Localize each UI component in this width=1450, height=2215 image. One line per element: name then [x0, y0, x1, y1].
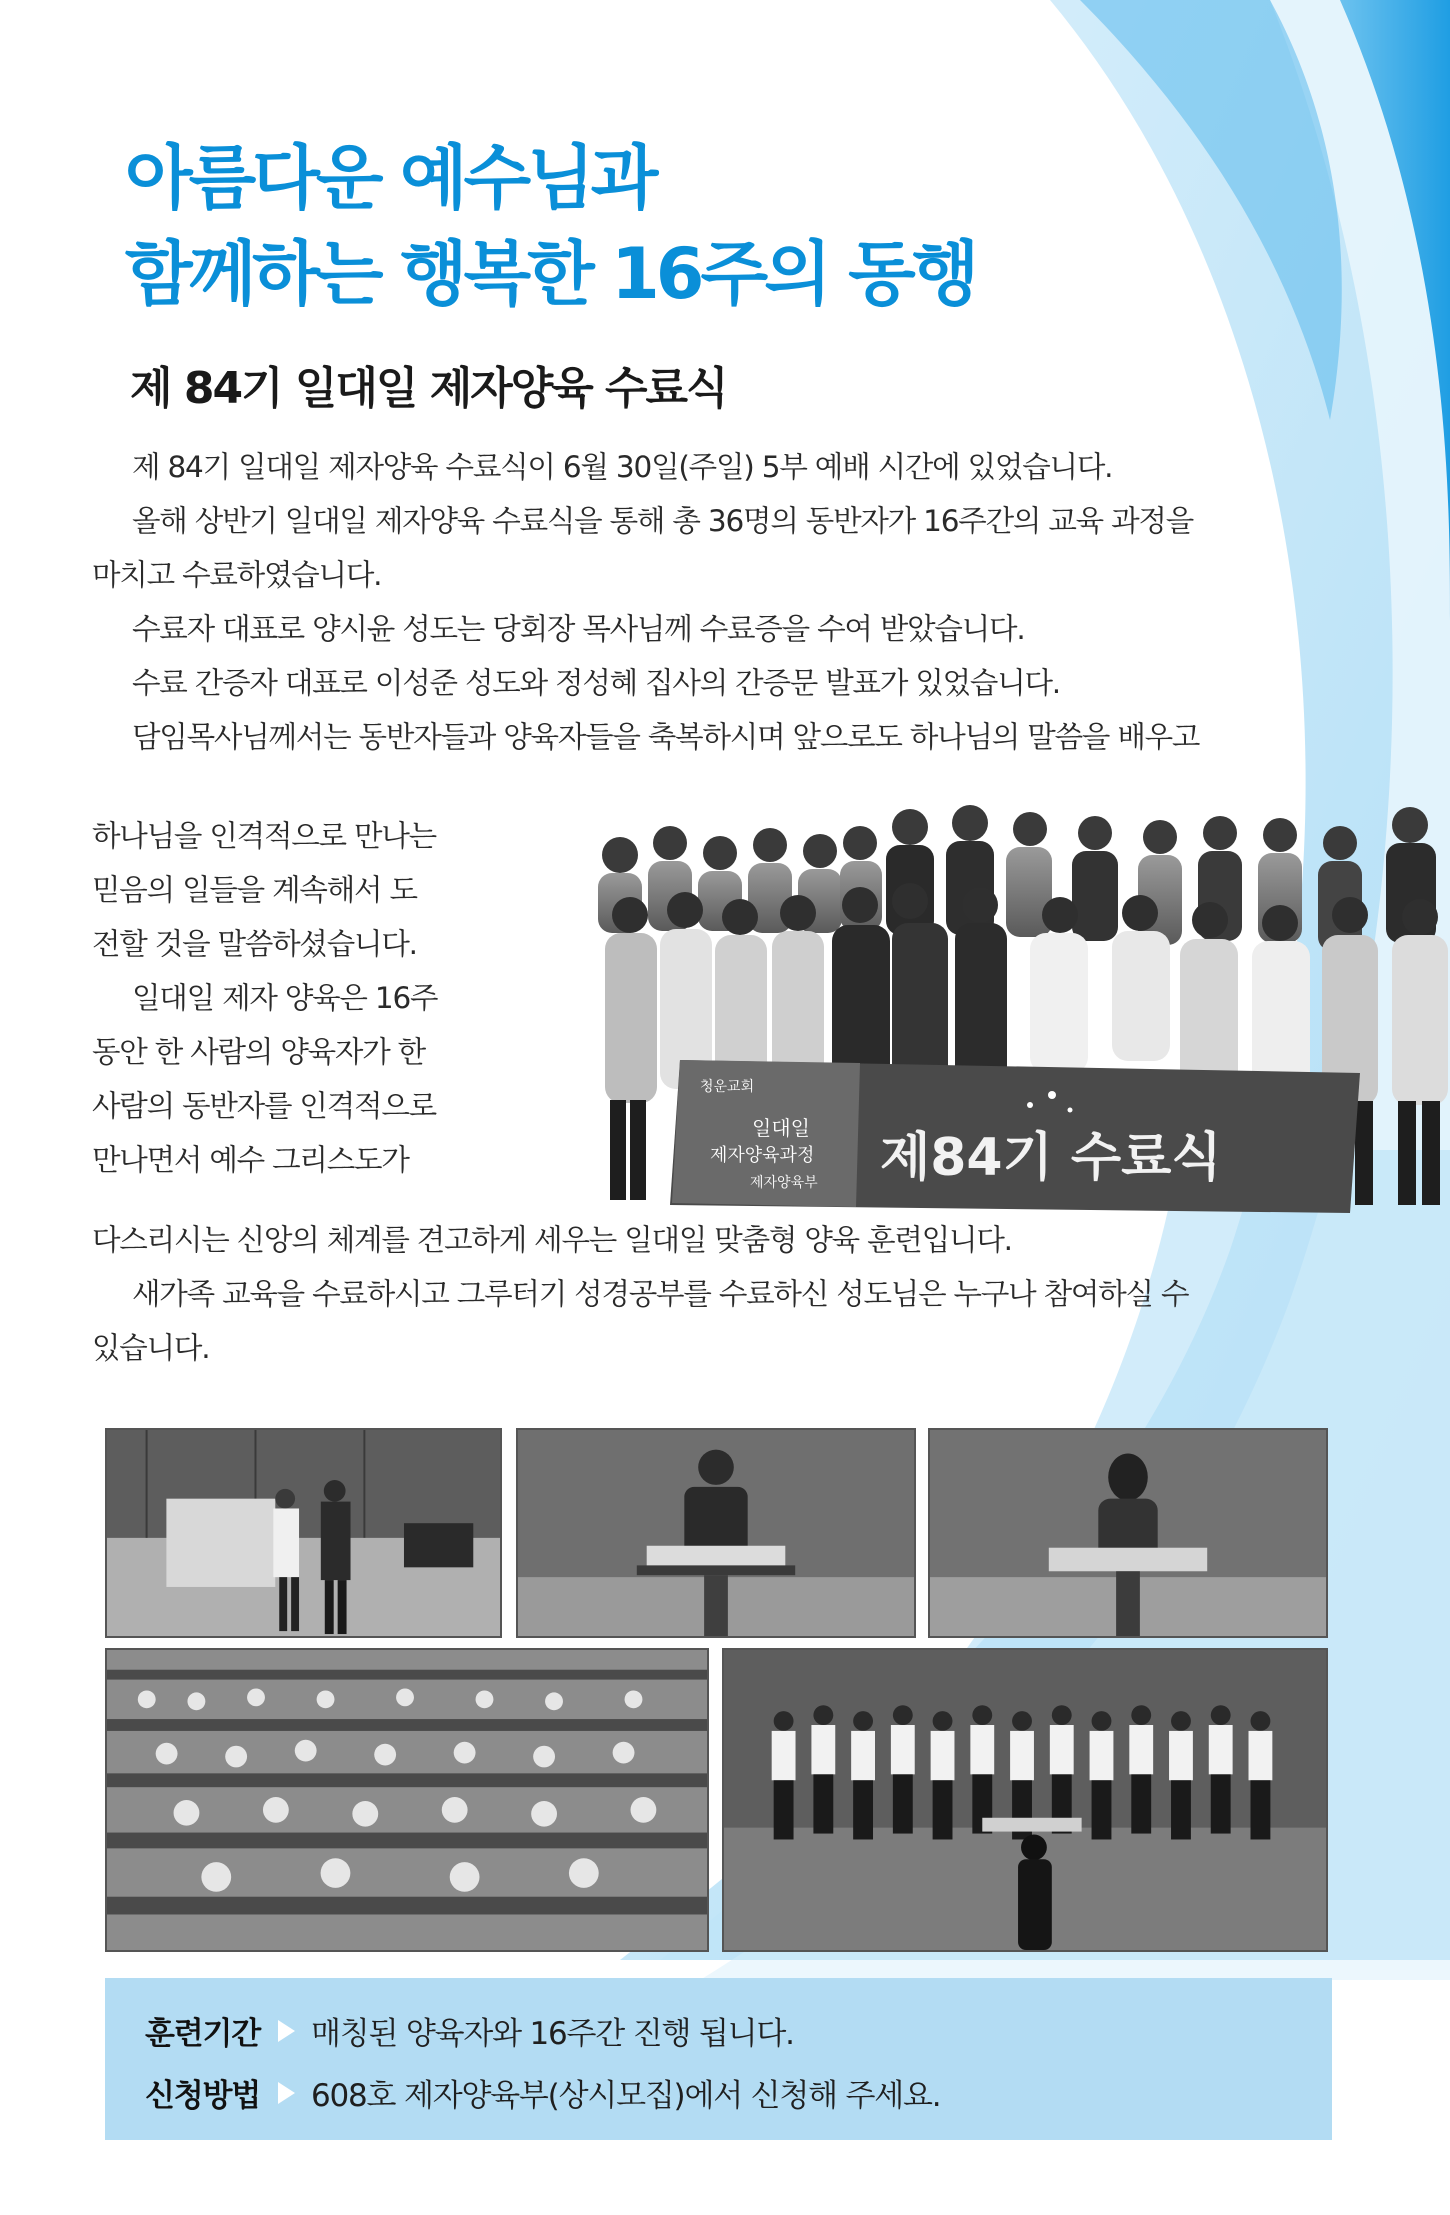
- banner-church-name: 청운교회: [700, 1079, 755, 1095]
- paragraph-block-bottom: [92, 1213, 1342, 1375]
- photo-testimony-speaker-2: [928, 1428, 1328, 1638]
- info-row-application-method: [145, 2070, 940, 2115]
- banner-title: 제84기 수료식: [880, 1128, 1222, 1188]
- paragraph-2-line-2: 마치고 수료하였습니다.: [92, 558, 382, 592]
- application-method-label: 신청방법: [145, 2078, 260, 2114]
- testimony-speaker-1-image: [518, 1430, 914, 1636]
- paragraph-4: 수료 간증자 대표로 이성준 성도와 정성혜 집사의 간증문 발표가 있었습니다.: [132, 666, 1060, 700]
- paragraph-6-line-1: 일대일 제자 양육은 16주: [132, 981, 438, 1015]
- photo-choir: [722, 1648, 1328, 1952]
- paragraph-2-line-1: 올해 상반기 일대일 제자양육 수료식을 통해 총 36명의 동반자가 16주간의 교육 과정을: [132, 504, 1194, 538]
- photo-certificate-presentation: [105, 1428, 502, 1638]
- article-title: [125, 130, 975, 322]
- paragraph-5-line-2: 하나님을 인격적으로 만나는: [92, 819, 436, 853]
- paragraph-7-line-2: 있습니다.: [92, 1331, 210, 1365]
- paragraph-block-narrow: [92, 809, 517, 1187]
- banner-department: 제자양육부: [750, 1175, 818, 1191]
- paragraph-6-line-2: 동안 한 사람의 양육자가 한: [92, 1035, 425, 1069]
- application-method-text: 608호 제자양육부(상시모집)에서 신청해 주세요.: [310, 2078, 941, 2114]
- congregation-image: [107, 1650, 707, 1950]
- paragraph-6-line-4: 만나면서 예수 그리스도가: [92, 1143, 409, 1177]
- photo-congregation: [105, 1648, 709, 1952]
- banner-course-line-2: 제자양육과정: [710, 1145, 815, 1166]
- info-row-training-period: [145, 2008, 794, 2053]
- group-photo-figure: [560, 805, 1450, 1215]
- paragraph-block-top: [92, 440, 1342, 764]
- arrow-right-icon: [278, 2082, 295, 2104]
- arrow-right-icon: [278, 2020, 295, 2042]
- paragraph-6-line-3: 사람의 동반자를 인격적으로: [92, 1089, 436, 1123]
- title-line-1: 아름다운 예수님과: [125, 137, 655, 219]
- group-photo: [560, 805, 1450, 1215]
- banner-course-line-1: 일대일: [752, 1116, 810, 1140]
- training-period-text: 매칭된 양육자와 16주간 진행 됩니다.: [310, 2016, 794, 2052]
- training-period-label: 훈련기간: [145, 2016, 260, 2052]
- choir-image: [724, 1650, 1326, 1950]
- certificate-presentation-image: [107, 1430, 500, 1636]
- paragraph-5-line-4: 전할 것을 말씀하셨습니다.: [92, 927, 417, 961]
- paragraph-6-line-5: 다스리시는 신앙의 체계를 견고하게 세우는 일대일 맞춤형 양육 훈련입니다.: [92, 1223, 1012, 1257]
- paragraph-7-line-1: 새가족 교육을 수료하시고 그루터기 성경공부를 수료하신 성도님은 누구나 참여하실 수: [132, 1277, 1189, 1311]
- paragraph-1: 제 84기 일대일 제자양육 수료식이 6월 30일(주일) 5부 예배 시간에 있었습니다.: [132, 450, 1113, 484]
- photo-testimony-speaker-1: [516, 1428, 916, 1638]
- article-subtitle: 제 84기 일대일 제자양육 수료식: [130, 363, 727, 414]
- paragraph-5-line-1: 담임목사님께서는 동반자들과 양육자들을 축복하시며 앞으로도 하나님의 말씀을 배우고: [132, 720, 1200, 754]
- paragraph-3: 수료자 대표로 양시윤 성도는 당회장 목사님께 수료증을 수여 받았습니다.: [132, 612, 1025, 646]
- title-line-2: 함께하는 행복한 16주의 동행: [125, 233, 976, 315]
- info-box: [105, 1978, 1332, 2140]
- graduation-banner: [670, 1060, 1360, 1213]
- paragraph-5-line-3: 믿음의 일들을 계속해서 도: [92, 873, 417, 907]
- testimony-speaker-2-image: [930, 1430, 1326, 1636]
